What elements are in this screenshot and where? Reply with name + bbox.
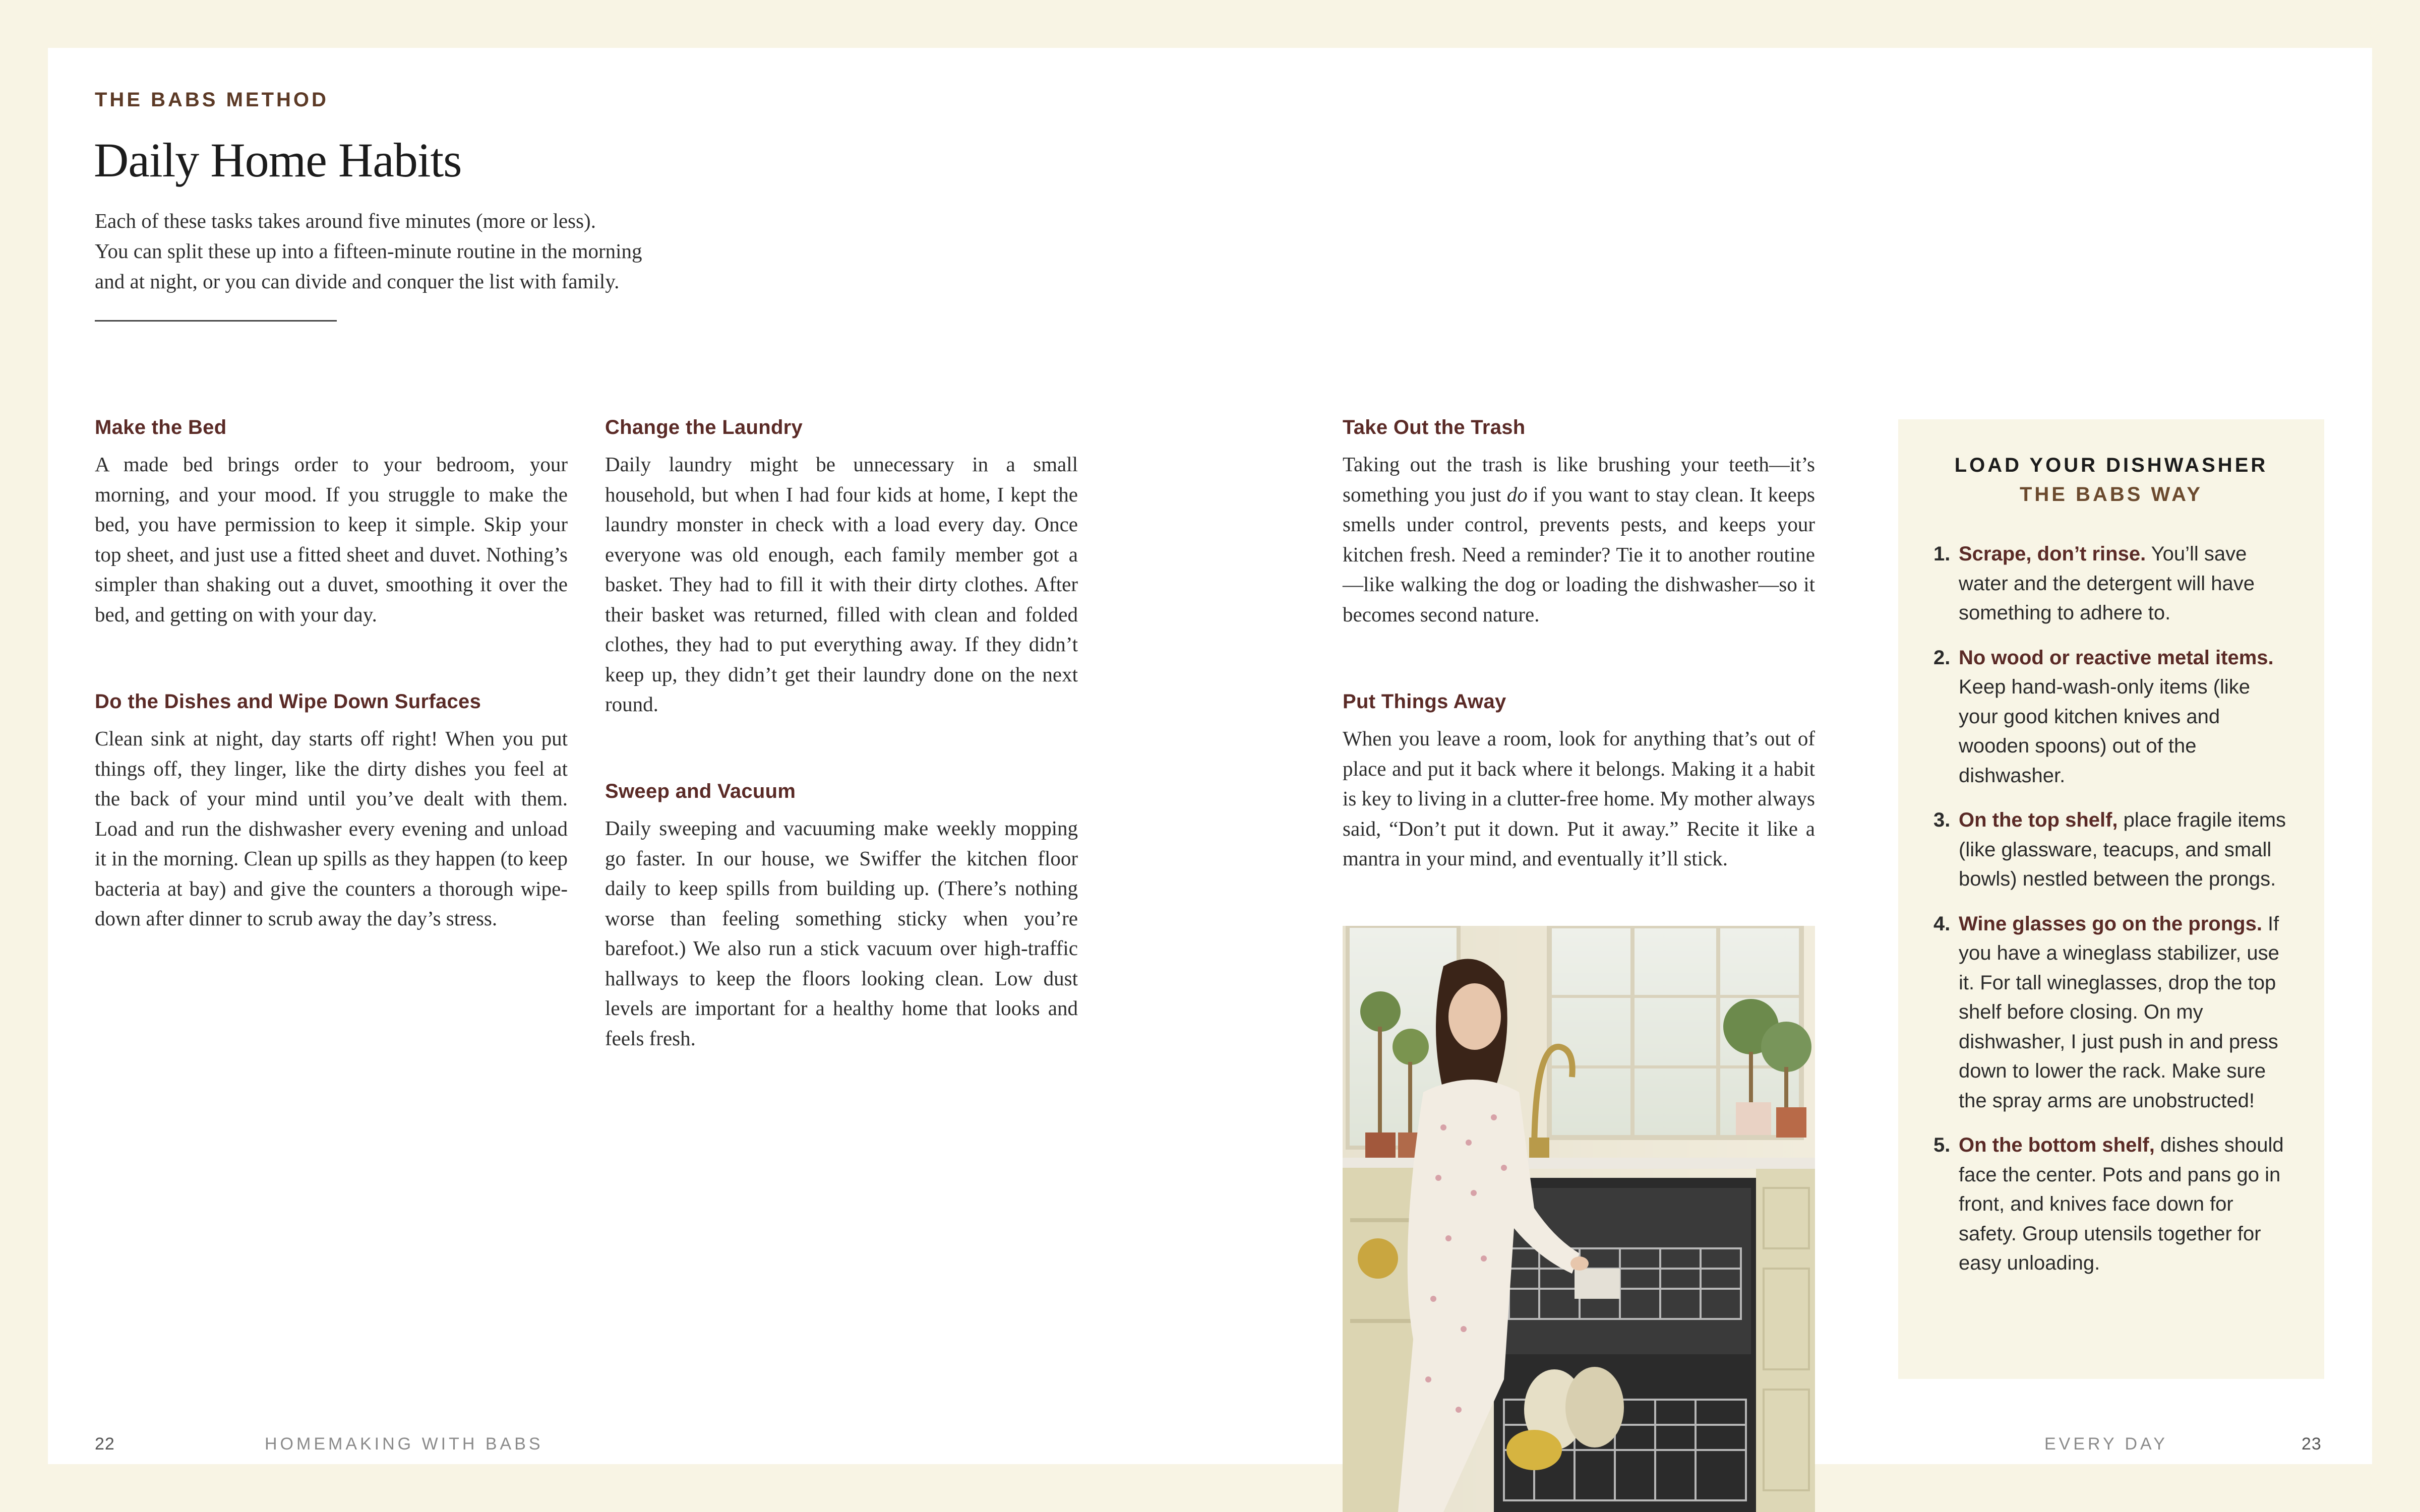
step-text: place fragile items (like glassware, teacups, and small bowls) nestled between the prongs. [1959, 809, 2286, 890]
sidebar-title-line: LOAD YOUR DISHWASHER [1954, 454, 2268, 476]
dishwasher-sidebar [1898, 419, 2324, 1379]
intro-line: Each of these tasks takes around five minutes (more or less). [95, 209, 596, 232]
page-number-right: 23 [2302, 1434, 2322, 1454]
heading-laundry: Change the Laundry [605, 416, 803, 438]
running-title-right: EVERY DAY [2044, 1434, 2168, 1454]
step-lead: No wood or reactive metal items. [1959, 646, 2274, 669]
step-lead: Scrape, don’t rinse. [1959, 543, 2146, 565]
intro-line: You can split these up into a fifteen-minute routine in the morning [95, 239, 642, 263]
step-number: 2. [1933, 646, 1951, 669]
body-laundry: Daily laundry might be unnecessary in a small household, but when I had four kids at home, I kept the laundry monster in check with a load every day. Once everyone was old enough, each family member got a basket. They had to fill it with their dirty clothes. After their basket was returned, filled with clean and folded clothes, they had to put everything away. If they didn’t keep up, they didn’t get their laundry done on the next round. [605, 453, 1078, 716]
page-number-left: 22 [95, 1434, 115, 1454]
step-number: 3. [1933, 809, 1951, 831]
body-make-bed: A made bed brings order to your bedroom, your morning, and your mood. If you struggle to make the bed, you have permission to keep it simple. Skip your top sheet, and just use a fitted sheet and duvet. Nothing’s simpler than shaking out a duvet, smoothing it over the bed, and getting on with your day. [95, 453, 568, 626]
step-text: dishes should face the center. Pots and pans go in front, and knives face down for safety. Group utensils together for easy unloading. [1959, 1134, 2284, 1274]
heading-dishes: Do the Dishes and Wipe Down Surfaces [95, 690, 481, 713]
intro-text [95, 206, 710, 296]
step-number: 5. [1933, 1134, 1951, 1156]
step-item [1933, 539, 2286, 628]
heading-put-away: Put Things Away [1343, 690, 1506, 713]
step-lead: Wine glasses go on the prongs. [1959, 912, 2262, 935]
body-dishes: Clean sink at night, day starts off right! When you put things off, they linger, like the dirty dishes you feel at the back of your mind until you’ve dealt with them. Load and run the dishwasher every evening and unload it in the morning. Clean up spills as they happen (to keep bacteria at bay) and give the counters a thorough wipe-down after dinner to scrub away the day’s stress. [95, 727, 568, 930]
step-number: 1. [1933, 543, 1951, 565]
kitchen-dishwasher-photo [1343, 926, 1815, 1512]
body-trash-emphasis: do [1506, 482, 1528, 506]
body-sweep: Daily sweeping and vacuuming make weekly mopping go faster. In our house, we Swiffer the kitchen floor daily to keep spills from building up. (There’s nothing worse than feeling something sticky when you’re barefoot.) We also run a stick vacuum over high-traffic hallways to keep the floors looking clean. Low dust levels are important for a healthy home that looks and feels fresh. [605, 816, 1078, 1050]
step-number: 4. [1933, 912, 1951, 935]
step-item [1933, 805, 2286, 894]
step-lead: On the top shelf, [1959, 809, 2118, 831]
heading-make-bed: Make the Bed [95, 416, 227, 438]
step-text: You’ll save water and the detergent will have something to adhere to. [1959, 543, 2255, 624]
sidebar-subtitle-line: THE BABS WAY [2019, 483, 2203, 506]
page-title: Daily Home Habits [94, 133, 462, 187]
step-text: If you have a wineglass stabilizer, use it. For tall wineglasses, drop the top shelf before closing. On my dishwasher, I just push in and press down to lower the rack. Make sure the spray arms are unobstructed! [1959, 912, 2279, 1112]
step-lead: On the bottom shelf, [1959, 1134, 2155, 1156]
step-item [1933, 1130, 2286, 1278]
sidebar-title [1898, 451, 2324, 509]
title-divider [95, 320, 337, 322]
body-trash [1343, 450, 1815, 629]
heading-trash: Take Out the Trash [1343, 416, 1526, 438]
body-trash-text: Taking out the trash is like brushing your teeth—it’s something you just [1343, 453, 1815, 506]
intro-line: and at night, or you can divide and conquer the list with family. [95, 270, 620, 293]
step-item [1933, 909, 2286, 1116]
body-put-away: When you leave a room, look for anything that’s out of place and put it back where it belongs. Making it a habit is key to living in a clutter-free home. My mother always said, “Don’t put it down. Put it away.” Recite it like a mantra in your mind, and eventually it’ll stick. [1343, 727, 1815, 870]
section-kicker: THE BABS METHOD [95, 89, 329, 111]
body-trash-text: if you want to stay clean. It keeps smells under control, prevents pests, and keeps your kitchen fresh. Need a reminder? Tie it to another routine—like walking the dog or loading the dishwasher—so it becomes second nature. [1343, 482, 1815, 626]
running-title-left: HOMEMAKING WITH BABS [265, 1434, 543, 1454]
step-text: Keep hand-wash-only items (like your good kitchen knives and wooden spoons) out of the dishwasher. [1959, 676, 2251, 787]
dishwasher-steps [1933, 539, 2286, 1293]
step-item [1933, 643, 2286, 791]
heading-sweep: Sweep and Vacuum [605, 780, 796, 802]
